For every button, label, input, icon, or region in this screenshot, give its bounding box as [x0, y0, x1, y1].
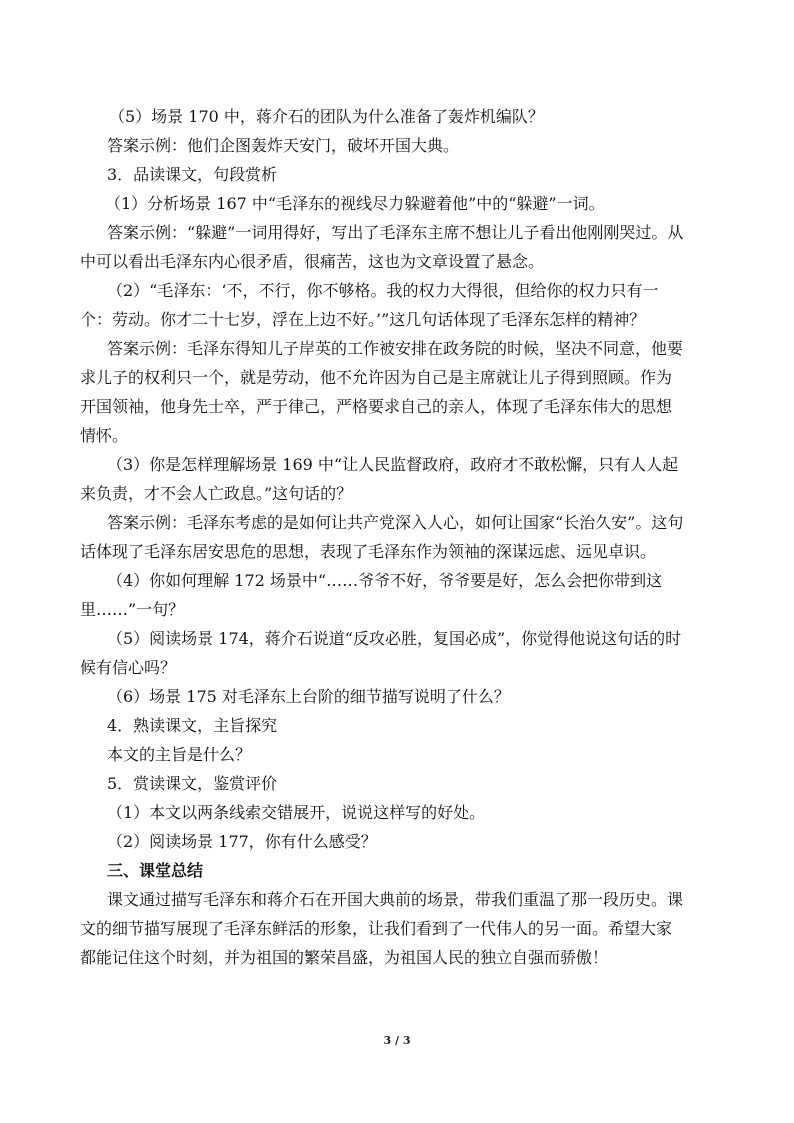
question-6-scene-175: （6）场景 175 对毛泽东上台阶的细节描写说明了什么？ — [107, 687, 510, 706]
answer-mao-quote: 答案示例：毛泽东得知儿子岸英的工作被安排在政务院的时候，坚决不同意，他要求儿子的权利只一个，就是劳动，他不允许因为自己是主席就让儿子得到照顾。作为开国领袖，他身先士卒，严于律己，严格要求自己的亲人，体现了毛泽东伟大的思想情怀。 — [80, 339, 684, 445]
question-5-scene-170: （5）场景 170 中，蒋介石的团队为什么准备了轰炸机编队？ — [109, 107, 544, 126]
question-3-scene-169: （3）你是怎样理解场景 169 中“让人民监督政府，政府才不敢松懈，只有人人起来负责，才不会人亡政息。”这句话的？ — [80, 455, 679, 503]
question-1-scene-167: （1）分析场景 167 中“毛泽东的视线尽力躲避着他”中的“躲避”一词。 — [105, 194, 605, 213]
answer-scene-169: 答案示例：毛泽东考虑的是如何让共产党深入人心，如何让国家“长治久安”。这句话体现了毛泽东居安思危的思想，表现了毛泽东作为领袖的深谋远虑、远见卓识。 — [80, 513, 684, 561]
section-4-heading: 4．熟读课文，主旨探究 — [107, 716, 278, 735]
answer-scene-167: 答案示例：“躲避”一词用得好，写出了毛泽东主席不想让儿子看出他刚刚哭过。从中可以看出毛泽东内心很矛盾，很痛苦，这也为文章设置了悬念。 — [80, 223, 684, 271]
question-4-scene-172: （4）你如何理解 172 场景中“……爷爷不好，爷爷要是好，怎么会把你带到这里……”一句？ — [80, 571, 663, 619]
section-4-question: 本文的主旨是什么？ — [107, 745, 252, 764]
answer-scene-170: 答案示例：他们企图轰炸天安门，破坏开国大典。 — [107, 136, 460, 155]
question-2-mao-quote: （2）“毛泽东：‘不，不行，你不够格。我的权力大得很，但给你的权力只有一个：劳动。你才二十七岁，浮在上边不好。’”这几句话体现了毛泽东怎样的精神？ — [80, 281, 659, 329]
page-number: 3 / 3 — [383, 1034, 411, 1047]
section-3-heading: 3．品读课文，句段赏析 — [107, 165, 278, 184]
section-5-heading: 5．赏读课文，鉴赏评价 — [107, 774, 278, 793]
section-5-question-1: （1）本文以两条线索交错展开，说说这样写的好处。 — [107, 803, 486, 822]
section-5-question-2: （2）阅读场景 177，你有什么感受？ — [107, 832, 377, 851]
question-5-scene-174: （5）阅读场景 174，蒋介石说道“反攻必胜，复国必成”，你觉得他说这句话的时候有信心吗？ — [80, 629, 682, 677]
summary-paragraph: 课文通过描写毛泽东和蒋介石在开国大典前的场景，带我们重温了那一段历史。课文的细节描写展现了毛泽东鲜活的形象，让我们看到了一代伟人的另一面。希望大家都能记住这个时刻，并为祖国的繁荣昌盛，为祖国人民的独立自强而骄傲！ — [80, 890, 684, 967]
document-body — [80, 102, 687, 972]
summary-heading: 三、课堂总结 — [107, 861, 204, 880]
